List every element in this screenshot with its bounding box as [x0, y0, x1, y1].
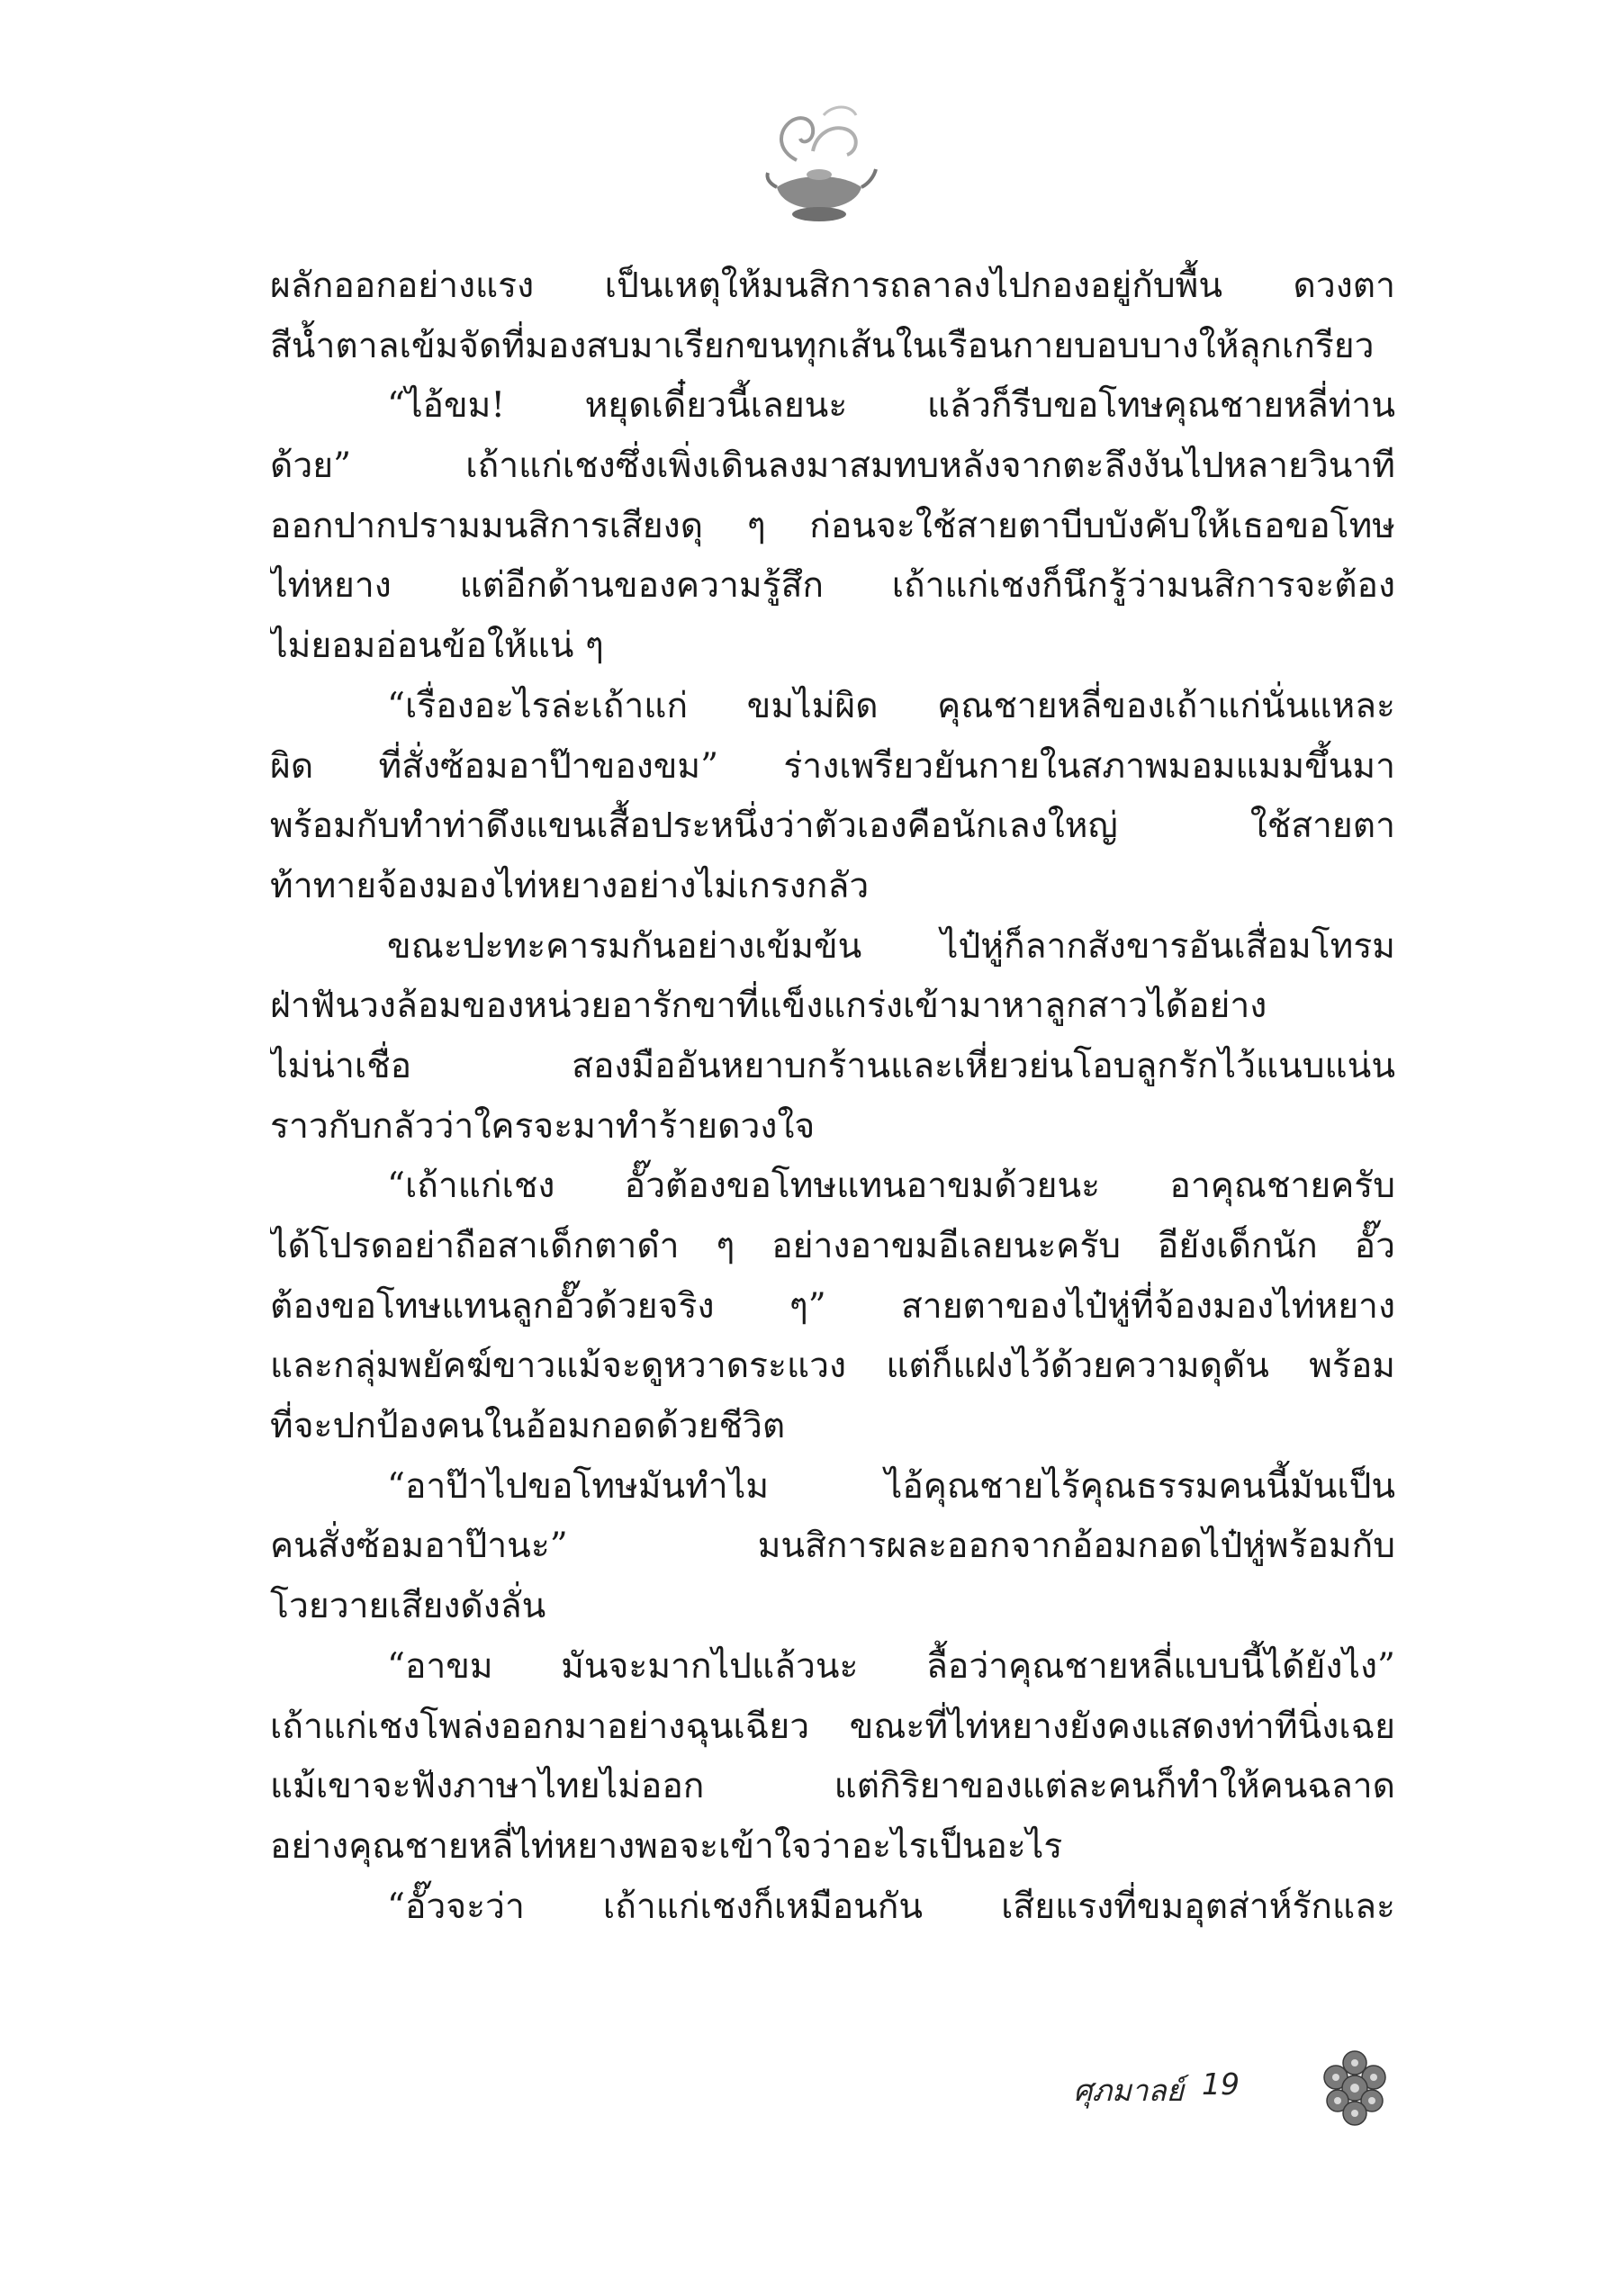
text-line: “เถ้าแก่เชง อั๊วต้องขอโทษแทนอาขมด้วยนะ อาคุณชายครับ	[387, 1166, 1395, 1207]
paragraph	[270, 677, 1395, 917]
text-line: ไม่น่าเชื่อ สองมืออันหยาบกร้านและเหี่ยวย่นโอบลูกรักไว้แนบแน่น	[270, 1045, 1395, 1086]
text-line: สีน้ำตาลเข้มจัดที่มองสบมาเรียกขนทุกเส้นในเรือนกายบอบบางให้ลุกเกรียว	[270, 325, 1375, 366]
text-line: “เรื่องอะไรล่ะเถ้าแก่ ขมไม่ผิด คุณชายหลี่ของเถ้าแก่นั่นแหละ	[387, 685, 1395, 726]
paragraph	[270, 1457, 1395, 1637]
text-line: ผลักออกอย่างแรง เป็นเหตุให้มนสิการถลาลงไปกองอยู่กับพื้น ดวงตา	[270, 266, 1395, 306]
text-line: ได้โปรดอย่าถือสาเด็กตาดำ ๆ อย่างอาขมอีเลยนะครับ อียังเด็กนัก อั๊ว	[270, 1226, 1395, 1266]
text-line: คนสั่งซ้อมอาป๊านะ” มนสิการผละออกจากอ้อมกอดไป๋หู่พร้อมกับ	[270, 1526, 1395, 1567]
text-line: ท้าทายจ้องมองไท่หยางอย่างไม่เกรงกลัว	[270, 865, 870, 906]
paragraph	[270, 1877, 1395, 1938]
oil-lamp-icon	[761, 97, 878, 232]
text-line: อย่างคุณชายหลี่ไท่หยางพอจะเข้าใจว่าอะไรเป็นอะไร	[270, 1825, 1063, 1867]
text-line: ฝ่าฟันวงล้อมของหน่วยอารักขาที่แข็งแกร่งเข้ามาหาลูกสาวได้อย่าง	[270, 986, 1267, 1027]
page-number: 19	[1202, 2066, 1240, 2102]
text-line: และกลุ่มพยัคฆ์ขาวแม้จะดูหวาดระแวง แต่ก็แฝงไว้ด้วยความดุดัน พร้อม	[270, 1346, 1395, 1387]
text-line: ออกปากปรามมนสิการเสียงดุ ๆ ก่อนจะใช้สายตาบีบบังคับให้เธอขอโทษ	[270, 505, 1395, 546]
text-line: “อาป๊าไปขอโทษมันทำไม ไอ้คุณชายไร้คุณธรรมคนนี้มันเป็น	[387, 1465, 1395, 1507]
paragraph	[270, 1637, 1395, 1877]
paragraph	[270, 1157, 1395, 1456]
text-line: ต้องขอโทษแทนลูกอั๊วด้วยจริง ๆ” สายตาของไป๋หู่ที่จ้องมองไท่หยาง	[270, 1285, 1395, 1327]
text-line: ผิด ที่สั่งซ้อมอาป๊าของขม” ร่างเพรียวยันกายในสภาพมอมแมมขึ้นมา	[270, 745, 1395, 787]
text-line: แม้เขาจะฟังภาษาไทยไม่ออก แต่กิริยาของแต่ละคนก็ทำให้คนฉลาด	[270, 1766, 1395, 1807]
text-line: ราวกับกลัวว่าใครจะมาทำร้ายดวงใจ	[270, 1105, 816, 1147]
text-line: พร้อมกับทำท่าดึงแขนเสื้อประหนึ่งว่าตัวเองคือนักเลงใหญ่ ใช้สายตา	[270, 806, 1395, 847]
text-line: “อั๊วจะว่า เถ้าแก่เชงก็เหมือนกัน เสียแรงที่ขมอุตส่าห์รักและ	[387, 1886, 1395, 1927]
text-line: โวยวายเสียงดังลั่น	[270, 1586, 546, 1627]
running-footer-book-title: ศุภมาลย์	[1073, 2073, 1184, 2108]
text-line: เถ้าแก่เชงโพล่งออกมาอย่างฉุนเฉียว ขณะที่ไท่หยางยังคงแสดงท่าทีนิ่งเฉย	[270, 1706, 1395, 1747]
text-line: “ไอ้ขม! หยุดเดี๋ยวนี้เลยนะ แล้วก็รีบขอโทษคุณชายหลี่ท่าน	[387, 385, 1395, 427]
flower-cluster-icon	[1314, 2043, 1395, 2133]
body-text	[270, 257, 1395, 1937]
paragraph	[270, 257, 1395, 376]
text-line: ขณะปะทะคารมกันอย่างเข้มข้น ไป๋หู่ก็ลากสังขารอันเสื่อมโทรม	[387, 925, 1395, 967]
text-line: ที่จะปกป้องคนในอ้อมกอดด้วยชีวิต	[270, 1406, 786, 1447]
text-line: ไม่ยอมอ่อนข้อให้แน่ ๆ	[270, 626, 604, 667]
paragraph	[270, 917, 1395, 1157]
text-line: ไท่หยาง แต่อีกด้านของความรู้สึก เถ้าแก่เชงก็นึกรู้ว่ามนสิการจะต้อง	[270, 565, 1395, 607]
text-line: “อาขม มันจะมากไปแล้วนะ ลื้อว่าคุณชายหลี่แบบนี้ได้ยังไง”	[387, 1645, 1395, 1687]
paragraph	[270, 376, 1395, 676]
text-line: ด้วย” เถ้าแก่เชงซึ่งเพิ่งเดินลงมาสมทบหลังจากตะลึงงันไปหลายวินาที	[270, 446, 1395, 487]
